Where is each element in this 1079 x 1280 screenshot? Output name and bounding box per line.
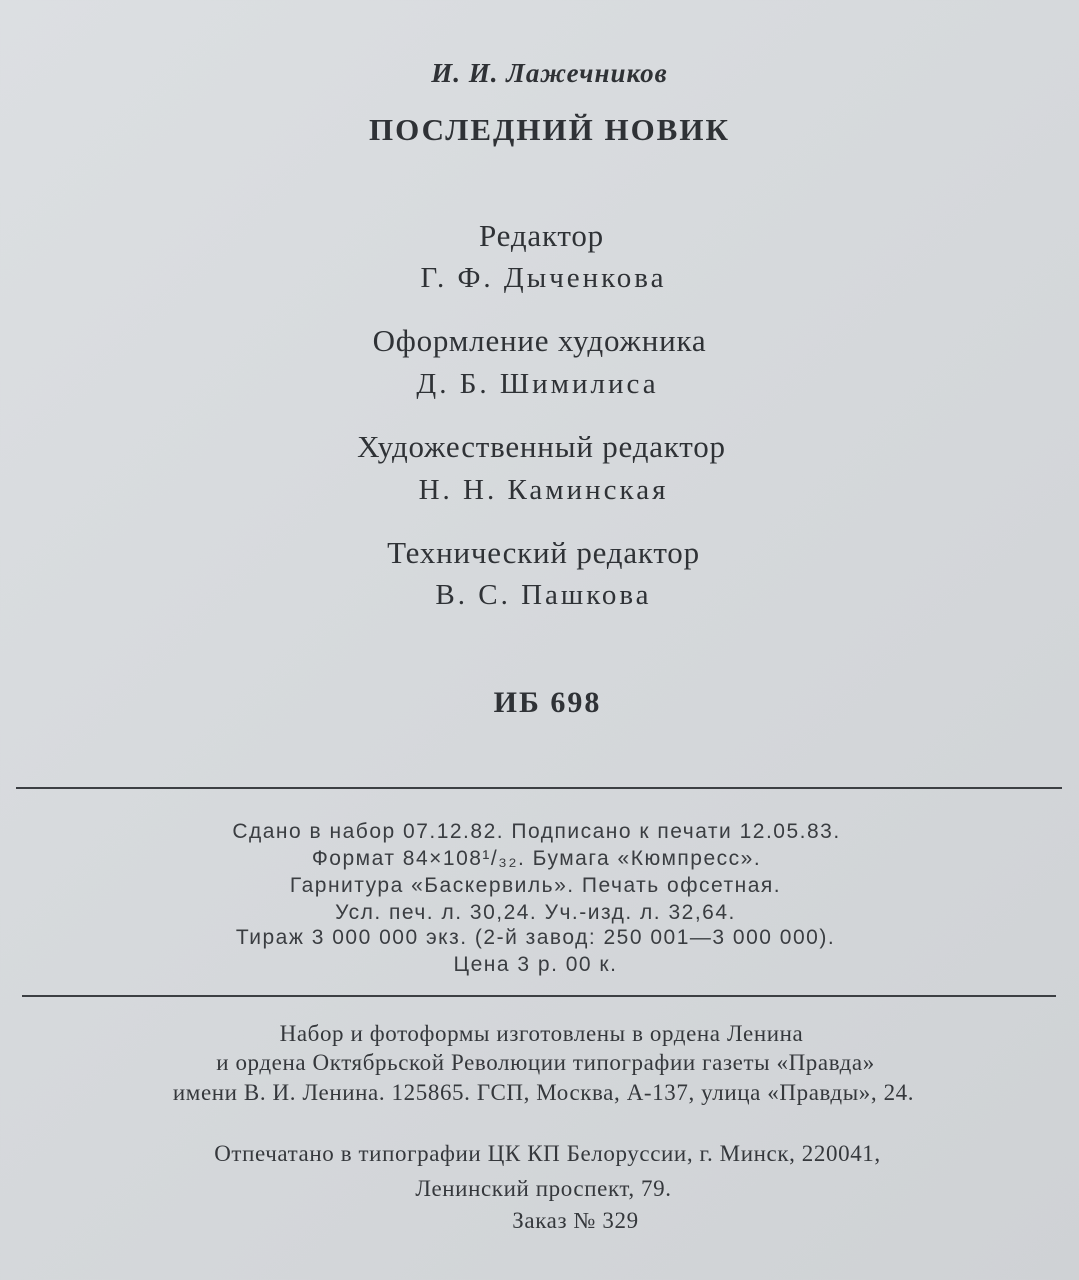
credit-person-tech-editor: В. С. Пашкова: [435, 579, 652, 611]
book-title: ПОСЛЕДНИЙ НОВИК: [369, 112, 730, 147]
imprint-line: Цена 3 р. 00 к.: [453, 953, 618, 976]
printed-line: Ленинский проспект, 79.: [415, 1176, 672, 1201]
typography-line: имени В. И. Ленина. 125865. ГСП, Москва, А-137, улица «Правды», 24.: [172, 1080, 915, 1105]
typography-line: Набор и фотоформы изготовлены в ордена Ленина: [279, 1021, 804, 1046]
divider-top: [16, 787, 1062, 789]
author-name: И. И. Лажечников: [431, 58, 668, 88]
credit-person-art-editor: Н. Н. Каминская: [418, 474, 669, 506]
typography-line: и ордена Октябрьской Революции типографии газеты «Правда»: [216, 1050, 875, 1075]
printed-line: Отпечатано в типографии ЦК КП Белоруссии, г. Минск, 220041,: [214, 1141, 881, 1166]
ib-number: ИБ 698: [493, 686, 602, 719]
imprint-line: Формат 84×108¹/₃₂. Бумага «Кюмпресс».: [311, 847, 762, 870]
credit-role-design: Оформление художника: [372, 323, 707, 358]
imprint-line: Сдано в набор 07.12.82. Подписано к печати 12.05.83.: [232, 820, 841, 843]
credit-person-design: Д. Б. Шимилиса: [416, 368, 659, 400]
imprint-line: Тираж 3 000 000 экз. (2-й завод: 250 001—3 000 000).: [235, 926, 836, 949]
credit-role-editor: Редактор: [479, 218, 604, 253]
imprint-line: Гарнитура «Баскервиль». Печать офсетная.: [289, 874, 782, 897]
order-number: Заказ № 329: [512, 1208, 639, 1233]
credit-person-editor: Г. Ф. Дыченкова: [420, 262, 667, 294]
credit-role-tech-editor: Технический редактор: [387, 535, 700, 570]
imprint-line: Усл. печ. л. 30,24. Уч.-изд. л. 32,64.: [335, 901, 736, 924]
divider-bottom: [22, 995, 1056, 997]
credit-role-art-editor: Художественный редактор: [357, 429, 726, 464]
